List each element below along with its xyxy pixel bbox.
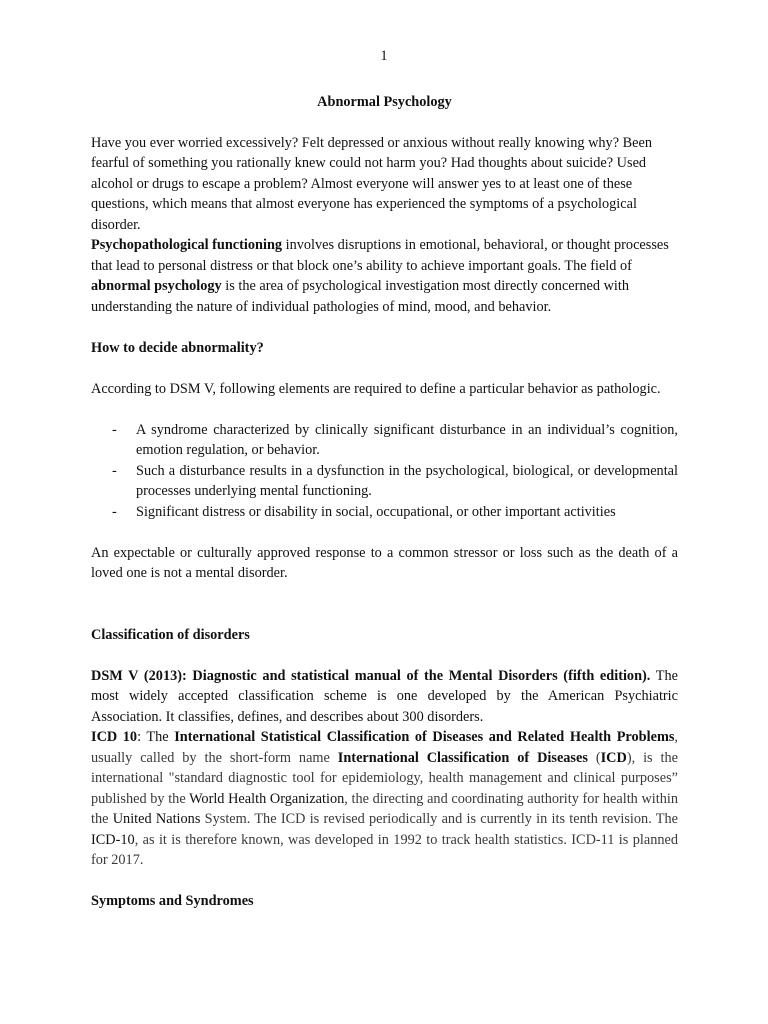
icd-sep: : The bbox=[137, 729, 175, 745]
dsm-text: The most widely accepted classification scheme is one developed by the American Psychiatric Association. It classifies, defines, and describes about 300 disorders. bbox=[91, 667, 678, 725]
icd-text-3: ), is the international "standard diagnostic tool for epidemiology, health management and clinical purposes” published by the bbox=[91, 749, 678, 807]
document-title: Abnormal Psychology bbox=[317, 94, 452, 110]
intro-paragraph: Have you ever worried excessively? Felt depressed or anxious without really knowing why? Been fearful of something you rationally knew could not harm you? Had thoughts about suicide? Used alcohol or drugs to escape a problem? Almost everyone will answer yes to at least one of these questions, which means that almost everyone has experienced the symptoms of a psychological disorder. bbox=[91, 134, 652, 233]
icd-paragraph bbox=[91, 727, 678, 871]
icd-text-4: , the directing and coordinating authority for health within the bbox=[91, 790, 679, 827]
list-dash: - bbox=[112, 503, 117, 520]
list-item-text: Significant distress or disability in social, occupational, or other important activities bbox=[136, 503, 616, 520]
icd-un-link[interactable]: United Nations bbox=[112, 811, 201, 827]
icd-abbr: ICD bbox=[600, 749, 627, 766]
icd-10-link[interactable]: ICD-10 bbox=[91, 831, 135, 848]
abnormality-intro: According to DSM V, following elements are required to define a particular behavior as pathologic. bbox=[91, 380, 661, 397]
icd-text-5: System. The ICD is revised periodically and is currently in its tenth revision. The bbox=[200, 811, 678, 827]
abnormality-note: An expectable or culturally approved response to a common stressor or loss such as the death of a loved one is not a mental disorder. bbox=[91, 544, 678, 581]
icd-text-1: , usually called by the short-form name bbox=[91, 729, 678, 766]
heading-symptoms: Symptoms and Syndromes bbox=[91, 893, 254, 909]
list-item bbox=[91, 502, 678, 523]
term-abnormal-psychology: abnormal psychology bbox=[91, 278, 222, 294]
page-number: 1 bbox=[380, 48, 388, 64]
icd-full-name: International Statistical Classification of Diseases and Related Health Problems bbox=[174, 729, 675, 745]
definition-text-2: is the area of psychological investigation most directly concerned with understanding the nature of individual pathologies of mind, mood, and behavior. bbox=[91, 278, 630, 315]
icd-label: ICD 10 bbox=[91, 729, 138, 745]
icd-short-name: International Classification of Diseases bbox=[337, 749, 588, 766]
definition-text-1: involves disruptions in emotional, behavioral, or thought processes that lead to personal distress or that block one’s ability to achieve important goals. The field of bbox=[91, 237, 669, 274]
list-item-text: A syndrome characterized by clinically significant disturbance in an individual’s cognition, emotion regulation, or behavior. bbox=[136, 421, 678, 458]
term-psychopathological-functioning: Psychopathological functioning bbox=[91, 237, 283, 253]
icd-text-6: , as it is therefore known, was developed in 1992 to track health statistics. ICD-11 is planned for 2017. bbox=[91, 831, 678, 868]
list-dash: - bbox=[112, 462, 117, 479]
heading-abnormality: How to decide abnormality? bbox=[91, 339, 264, 356]
dsm-paragraph bbox=[91, 666, 678, 728]
criteria-list bbox=[91, 420, 678, 523]
document-body bbox=[91, 92, 678, 912]
icd-text-2: ( bbox=[587, 749, 601, 766]
dsm-label: DSM V (2013): Diagnostic and statistical manual of the Mental Disorders (fifth edition). bbox=[91, 667, 651, 684]
list-item-text: Such a disturbance results in a dysfunction in the psychological, biological, or developmental processes underlying mental functioning. bbox=[136, 462, 678, 499]
heading-classification: Classification of disorders bbox=[91, 626, 250, 643]
list-item bbox=[91, 461, 678, 502]
icd-who-link[interactable]: World Health Organization bbox=[189, 790, 345, 807]
list-dash: - bbox=[112, 421, 117, 438]
list-item bbox=[91, 420, 678, 461]
definition-paragraph bbox=[91, 235, 678, 317]
